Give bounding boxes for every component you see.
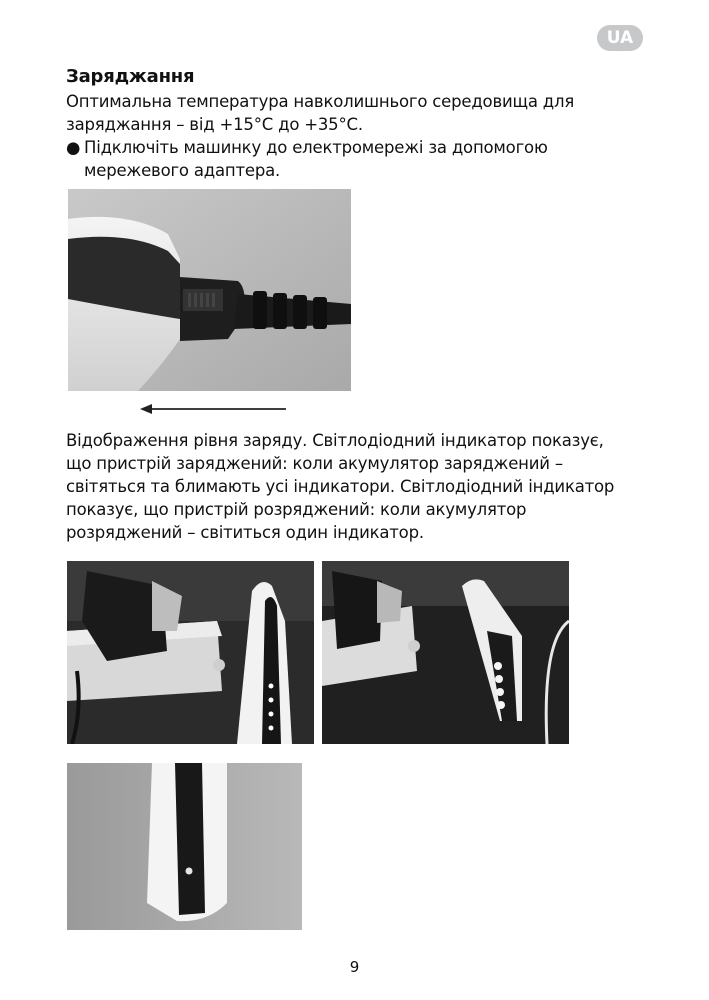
bullet-item bbox=[66, 136, 656, 182]
page-number: 9 bbox=[349, 958, 360, 976]
photo-plug bbox=[68, 189, 351, 391]
arrow-left-icon bbox=[140, 401, 286, 417]
photo-full-charge-b bbox=[322, 561, 569, 744]
photo-low-charge bbox=[67, 763, 302, 930]
language-badge: UA bbox=[597, 25, 643, 51]
temperature-paragraph: Оптимальна температура навколишнього середовища для заряджання – від +15°C до +35°C. bbox=[66, 92, 575, 134]
bullet-marker: ● bbox=[66, 138, 81, 157]
charge-level-paragraph: Відображення рівня заряду. Світлодіодний індикатор показує, що пристрій заряджений: коли акумулятор заряджений – світяться та блимають усі індикатори. Світлодіодний індикатор показує, що пристрій розряджений: коли акумулятор розряджений – світиться один індикатор. bbox=[66, 431, 615, 542]
photo-full-charge-a bbox=[67, 561, 314, 744]
section-heading: Заряджання bbox=[66, 66, 195, 87]
bullet-text: Підключіть машинку до електромережі за допомогою мережевого адаптера. bbox=[84, 138, 548, 180]
